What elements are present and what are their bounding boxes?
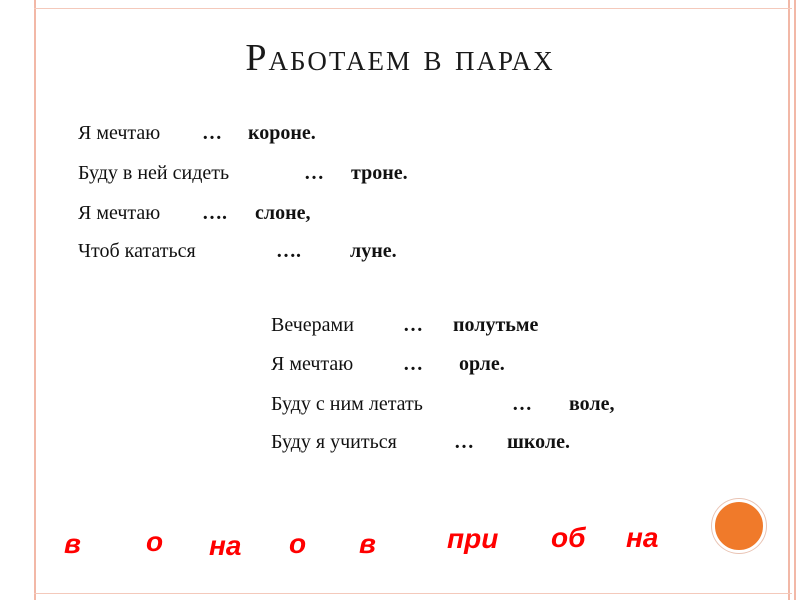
poem-line xyxy=(78,240,397,263)
line-text: Я мечтаю xyxy=(78,202,161,224)
slide-title: Работаем в парах xyxy=(245,37,555,79)
line-text: Вечерами xyxy=(271,314,354,336)
frame-bottom-line xyxy=(34,593,792,594)
line-text: Я мечтаю xyxy=(271,353,354,375)
poem-line xyxy=(78,162,408,185)
blank-gap: …. xyxy=(276,240,301,262)
answer-word: на xyxy=(209,530,242,561)
poem-line xyxy=(271,393,615,416)
line-word: короне. xyxy=(248,122,316,144)
blank-gap: … xyxy=(512,393,532,415)
line-text: Буду в ней сидеть xyxy=(78,162,230,184)
line-word: слоне, xyxy=(255,202,311,224)
answer-word: на xyxy=(626,522,659,553)
line-text: Буду с ним летать xyxy=(271,393,423,415)
frame-left-line xyxy=(34,0,36,600)
decorative-circle xyxy=(712,499,766,553)
blank-gap: … xyxy=(454,431,474,453)
poem-line xyxy=(271,431,570,454)
answer-word: в xyxy=(359,528,376,559)
poem-line xyxy=(78,122,316,145)
poem-line xyxy=(78,202,311,225)
line-word: орле. xyxy=(459,353,505,375)
blank-gap: … xyxy=(304,162,324,184)
line-word: троне. xyxy=(351,162,408,184)
answer-word: при xyxy=(447,523,499,554)
blank-gap: … xyxy=(202,122,222,144)
line-word: школе. xyxy=(507,431,570,453)
answer-word: об xyxy=(551,522,586,553)
line-word: полутьме xyxy=(453,314,539,336)
answer-word: о xyxy=(289,528,307,559)
line-word: воле, xyxy=(569,393,615,415)
blank-gap: … xyxy=(403,314,423,336)
line-text: Я мечтаю xyxy=(78,122,161,144)
line-text: Чтоб кататься xyxy=(78,240,196,262)
frame-top-line xyxy=(34,8,792,9)
frame-right-line xyxy=(794,0,796,600)
blank-gap: … xyxy=(403,353,423,375)
answer-word: в xyxy=(64,528,81,559)
poem-line xyxy=(271,314,539,337)
line-word: луне. xyxy=(350,240,397,262)
frame-right-inner-line xyxy=(788,0,790,600)
blank-gap: …. xyxy=(202,202,227,224)
line-text: Буду я учиться xyxy=(271,431,397,453)
poem-line xyxy=(271,353,505,376)
answer-word: о xyxy=(146,526,164,557)
